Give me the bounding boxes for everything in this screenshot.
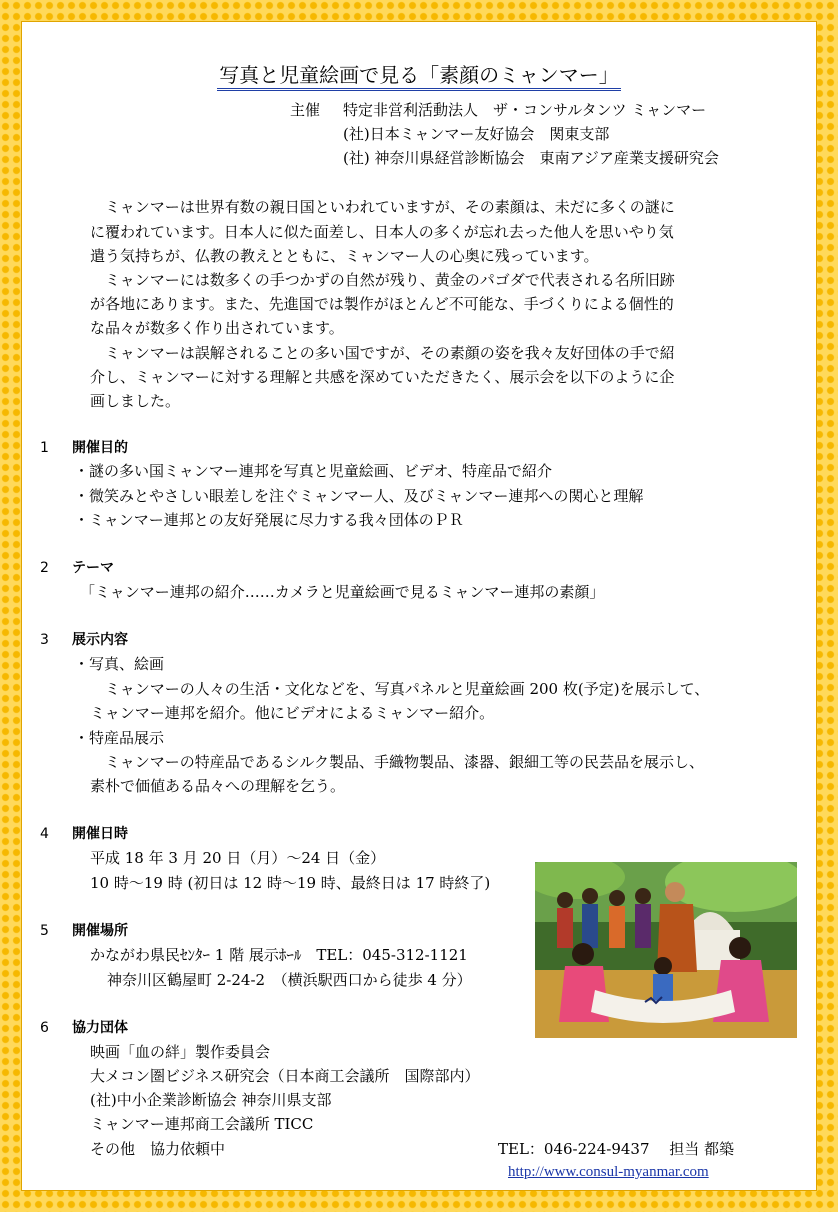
date-line: 平成 18 年 3 月 20 日（月）～24 日（金） <box>90 849 386 867</box>
section-number: 6 <box>40 1020 49 1036</box>
list-item: ・写真、絵画 <box>74 655 165 673</box>
list-item-detail: 素朴で価値ある品々への理解を乞う。 <box>90 777 346 795</box>
intro-line: ミャンマーは世界有数の親日国といわれていますが、その素顔は、未だに多くの謎に <box>105 198 675 216</box>
intro-line: ミャンマーは誤解されることの多い国ですが、その素顔の姿を我々友好団体の手で紹 <box>105 344 675 362</box>
section-heading: 開催日時 <box>72 826 128 842</box>
section-heading: 協力団体 <box>72 1020 128 1036</box>
list-item-detail: ミャンマーの特産品であるシルク製品、手織物製品、漆器、銀細工等の民芸品を展示し、 <box>105 753 705 771</box>
supporter-line: 大メコン圏ビジネス研究会（日本商工会議所 国際部内） <box>90 1067 480 1085</box>
section-number: 5 <box>40 923 49 939</box>
intro-line: 介し、ミャンマーに対する理解と共感を深めていただきたく、展示会を以下のように企 <box>90 368 675 386</box>
supporter-line: (社)中小企業診断協会 神奈川県支部 <box>90 1091 332 1109</box>
section-number: 1 <box>40 440 49 456</box>
page-title: 写真と児童絵画で見る「素顔のミャンマー」 <box>0 62 838 88</box>
painting-illustration <box>535 862 797 1038</box>
venue-line: かながわ県民ｾﾝﾀｰ 1 階 展示ﾎｰﾙ TEL：045-312-1121 <box>90 946 468 964</box>
intro-line: な品々が数多く作り出されています。 <box>90 319 344 337</box>
website-link[interactable]: http://www.consul-myanmar.com <box>508 1164 709 1180</box>
supporter-line: その他 協力依頼中 <box>90 1140 226 1158</box>
intro-line: 画しました。 <box>90 392 181 410</box>
list-item: ・ミャンマー連邦との友好発展に尽力する我々団体のＰＲ <box>74 511 464 529</box>
section-number: 2 <box>40 560 49 576</box>
organizer-label: 主催 <box>290 101 321 119</box>
organizer-line: 特定非営利活動法人 ザ・コンサルタンツ ミャンマー <box>343 101 707 119</box>
section-heading: テーマ <box>72 560 114 576</box>
intro-line: が各地にあります。また、先進国では製作がほとんど不可能な、手づくりによる個性的 <box>90 295 674 313</box>
organizer-line: (社) 神奈川県経営診断協会 東南アジア産業支援研究会 <box>343 149 719 167</box>
list-item-detail: ミャンマーの人々の生活・文化などを、写真パネルと児童絵画 200 枚(予定)を展示して、 <box>105 680 710 698</box>
section-heading: 開催目的 <box>72 440 128 456</box>
section-heading: 開催場所 <box>72 923 128 939</box>
section-number: 3 <box>40 632 49 648</box>
painting-image <box>535 862 797 1038</box>
intro-line: 遣う気持ちが、仏教の教えとともに、ミャンマー人の心奥に残っています。 <box>90 247 599 265</box>
supporter-line: 映画「血の絆」製作委員会 <box>90 1043 271 1061</box>
contact-tel: TEL：046-224-9437 担当 都築 <box>498 1140 735 1158</box>
supporter-line: ミャンマー連邦商工会議所 TICC <box>90 1115 314 1133</box>
list-item: ・謎の多い国ミャンマー連邦を写真と児童絵画、ビデオ、特産品で紹介 <box>74 462 553 480</box>
organizer-line: (社)日本ミャンマー友好協会 関東支部 <box>343 125 610 143</box>
intro-line: に覆われています。日本人に似た面差し、日本人の多くが忘れ去った他人を思いやり気 <box>90 223 674 241</box>
time-line: 10 時～19 時 (初日は 12 時～19 時、最終日は 17 時終了) <box>90 874 491 892</box>
theme-text: 「ミャンマー連邦の紹介‥‥‥カメラと児童絵画で見るミャンマー連邦の素顔」 <box>80 583 605 601</box>
list-item: ・微笑みとやさしい眼差しを注ぐミャンマー人、及びミャンマー連邦への関心と理解 <box>74 487 644 505</box>
list-item: ・特産品展示 <box>74 729 165 747</box>
intro-line: ミャンマーには数多くの手つかずの自然が残り、黄金のパゴダで代表される名所旧跡 <box>105 271 675 289</box>
list-item-detail: ミャンマー連邦を紹介。他にビデオによるミャンマー紹介。 <box>90 704 495 722</box>
section-number: 4 <box>40 826 49 842</box>
address-line: 神奈川区鶴屋町 2-24-2 （横浜駅西口から徒歩 4 分） <box>107 971 472 989</box>
section-heading: 展示内容 <box>72 632 128 648</box>
